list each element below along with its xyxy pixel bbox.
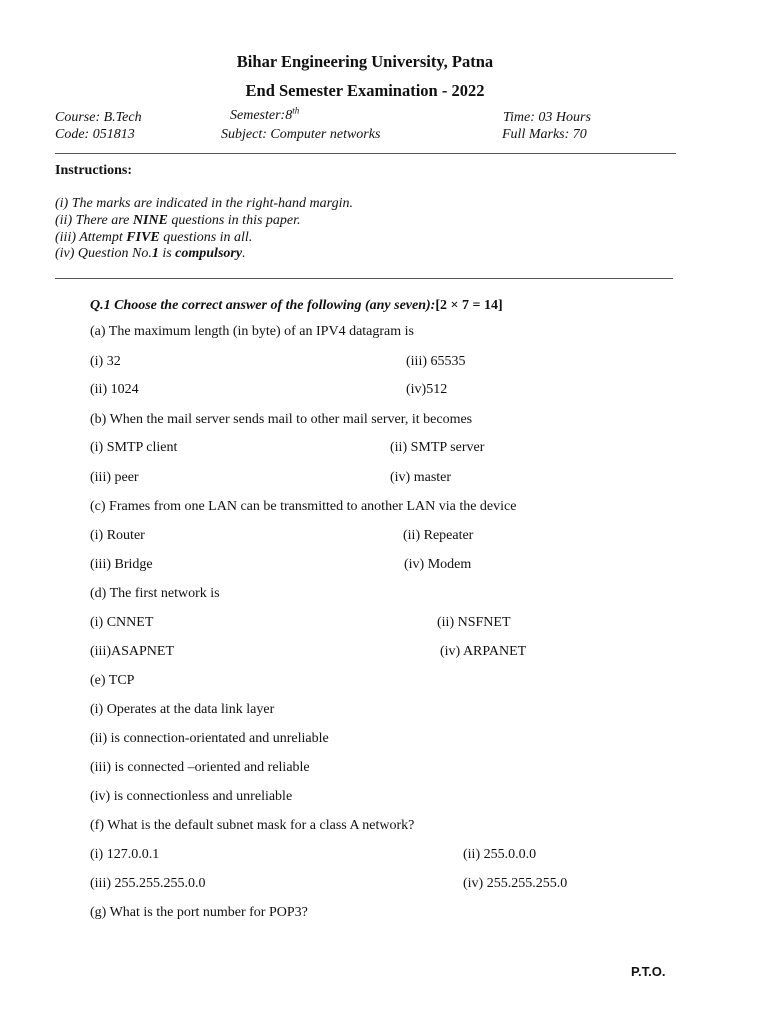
code-label: Code: 051813 [55, 127, 135, 142]
question-b-stem: (b) When the mail server sends mail to other mail server, it becomes [90, 412, 473, 427]
exam-title: End Semester Examination - 2022 [245, 81, 485, 100]
question-c-option-iii: (iii) Bridge [90, 557, 153, 572]
instruction-iv-post: . [242, 246, 246, 261]
university-title: Bihar Engineering University, Patna [236, 52, 494, 71]
instruction-iv-pre: (iv) Question No. [55, 246, 152, 261]
question-d-option-ii: (ii) NSFNET [437, 615, 511, 630]
question-a-option-iv: (iv)512 [406, 382, 448, 397]
question-a-option-iii: (iii) 65535 [406, 354, 466, 369]
question-c-option-i: (i) Router [90, 528, 145, 543]
semester-label [230, 105, 300, 124]
instruction-iv [55, 246, 246, 262]
semester-text: Semester:8 [230, 108, 293, 123]
question-1-title: Q.1 Choose the correct answer of the following (any seven): [90, 298, 436, 313]
instruction-iii-emphasis: FIVE [126, 230, 160, 245]
question-e-option-iii: (iii) is connected –oriented and reliable [90, 760, 310, 775]
question-b-option-iii: (iii) peer [90, 470, 139, 485]
question-c-stem: (c) Frames from one LAN can be transmitted to another LAN via the device [90, 499, 517, 514]
instruction-ii [55, 213, 301, 229]
question-c-option-iv: (iv) Modem [404, 557, 472, 572]
question-a-stem: (a) The maximum length (in byte) of an IPV4 datagram is [90, 324, 414, 339]
instruction-iv-mid: is [158, 246, 176, 261]
question-e-stem: (e) TCP [90, 673, 135, 688]
header-divider [55, 153, 676, 154]
instruction-ii-emphasis: NINE [132, 213, 168, 228]
question-1-marks: [2 × 7 = 14] [435, 298, 503, 313]
question-c-option-ii: (ii) Repeater [403, 528, 474, 543]
course-label: Course: B.Tech [55, 110, 142, 125]
time-label: Time: 03 Hours [503, 110, 591, 125]
instruction-iv-number: 1 [151, 246, 159, 261]
instruction-iii-pre: (iii) Attempt [55, 230, 127, 245]
instruction-iv-emphasis: compulsory [175, 246, 243, 261]
subject-label: Subject: Computer networks [221, 127, 381, 142]
please-turn-over: P.T.O. [631, 964, 666, 979]
question-f-option-ii: (ii) 255.0.0.0 [463, 847, 537, 862]
question-g-stem: (g) What is the port number for POP3? [90, 905, 308, 920]
question-a-option-ii: (ii) 1024 [90, 382, 139, 397]
question-f-option-i: (i) 127.0.0.1 [90, 847, 160, 862]
question-f-stem: (f) What is the default subnet mask for a class A network? [90, 818, 415, 833]
question-d-option-i: (i) CNNET [90, 615, 154, 630]
instruction-ii-pre: (ii) There are [55, 213, 133, 228]
instructions-divider [55, 278, 673, 279]
instruction-iii-post: questions in all. [159, 230, 253, 245]
question-d-stem: (d) The first network is [90, 586, 220, 601]
question-b-option-iv: (iv) master [390, 470, 452, 485]
semester-superscript: th [292, 105, 300, 116]
question-f-option-iv: (iv) 255.255.255.0 [463, 876, 568, 891]
question-b-option-ii: (ii) SMTP server [390, 440, 485, 455]
question-e-option-i: (i) Operates at the data link layer [90, 702, 275, 717]
instruction-iii [55, 230, 252, 246]
question-b-option-i: (i) SMTP client [90, 440, 178, 455]
instruction-i: (i) The marks are indicated in the right-hand margin. [55, 196, 353, 211]
question-e-option-ii: (ii) is connection-orientated and unreliable [90, 731, 329, 746]
instructions-heading: Instructions: [55, 163, 133, 178]
question-a-option-i: (i) 32 [90, 354, 121, 369]
question-f-option-iii: (iii) 255.255.255.0.0 [90, 876, 206, 891]
question-e-option-iv: (iv) is connectionless and unreliable [90, 789, 293, 804]
instruction-ii-post: questions in this paper. [167, 213, 301, 228]
question-d-option-iii: (iii)ASAPNET [90, 644, 174, 659]
full-marks-label: Full Marks: 70 [502, 127, 587, 142]
question-1-heading [90, 298, 503, 314]
question-d-option-iv: (iv) ARPANET [440, 644, 527, 659]
